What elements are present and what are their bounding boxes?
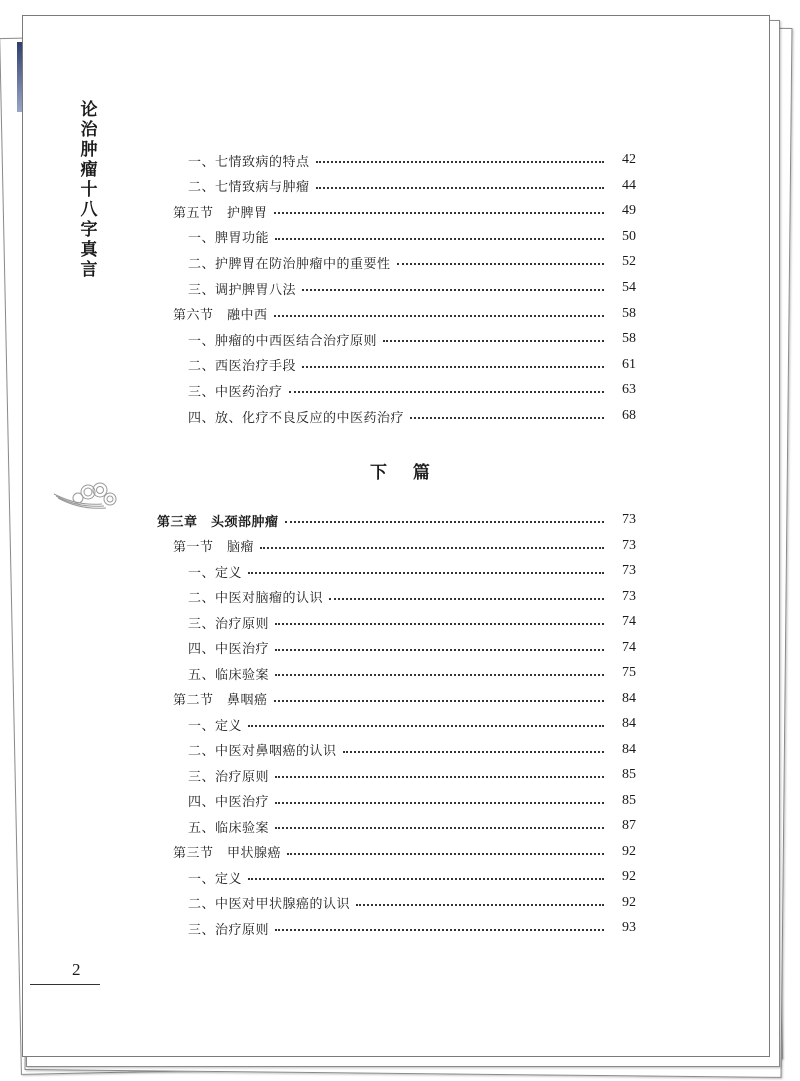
toc-entry-item[interactable] [188, 379, 636, 401]
toc-entry-section[interactable] [173, 688, 636, 710]
dot-leader [275, 623, 604, 625]
dot-leader [248, 572, 604, 574]
toc-entry-title: 三、治疗原则 [188, 613, 275, 632]
toc-entry-page: 84 [622, 741, 636, 757]
dot-leader [316, 161, 604, 163]
toc-entry-title: 二、西医治疗手段 [188, 355, 302, 374]
toc-entry-page: 85 [622, 767, 636, 782]
toc-entry-title: 一、脾胃功能 [188, 227, 275, 246]
dot-leader [274, 212, 604, 214]
dot-leader [275, 827, 604, 829]
toc-entry-page: 68 [622, 408, 636, 423]
toc-entry-title: 三、治疗原则 [188, 919, 275, 938]
toc-entry-page: 92 [622, 869, 636, 884]
toc-entry-item[interactable] [188, 713, 636, 735]
toc-entry-item[interactable] [188, 251, 636, 273]
cloud-ornament-icon [52, 480, 122, 512]
toc-entry-item[interactable] [188, 739, 636, 761]
dot-leader [302, 289, 604, 291]
dot-leader [275, 649, 604, 651]
dot-leader [287, 853, 604, 855]
toc-entry-item[interactable] [188, 764, 636, 786]
dot-leader [383, 340, 604, 342]
toc-entry-item[interactable] [188, 405, 636, 427]
dot-leader [397, 263, 604, 265]
toc-entry-page: 73 [622, 588, 636, 604]
dot-leader [410, 417, 604, 419]
toc-entry-title: 五、临床验案 [188, 664, 275, 683]
toc-entry-page: 92 [622, 894, 636, 910]
dot-leader [316, 187, 604, 189]
toc-entry-page: 92 [622, 843, 636, 859]
toc-entry-section[interactable] [173, 303, 636, 325]
dot-leader [302, 366, 604, 368]
toc-entry-page: 73 [622, 537, 636, 553]
toc-entry-page: 87 [622, 818, 636, 833]
toc-entry-title: 一、定义 [188, 868, 248, 887]
toc-entry-title: 第一节 脑瘤 [173, 536, 260, 555]
toc-entry-title: 二、七情致病与肿瘤 [188, 176, 316, 195]
toc-entry-page: 42 [622, 152, 636, 167]
toc-entry-section[interactable] [173, 841, 636, 863]
toc-entry-page: 54 [622, 280, 636, 295]
toc-entry-title: 四、放、化疗不良反应的中医药治疗 [188, 407, 410, 426]
toc-entry-page: 85 [622, 792, 636, 808]
dot-leader [260, 547, 604, 549]
dot-leader [275, 238, 604, 240]
dot-leader [289, 391, 604, 393]
dot-leader [356, 904, 604, 906]
toc-entry-section[interactable] [173, 535, 636, 557]
toc-entry-page: 74 [622, 639, 636, 655]
running-title-vertical: 论治肿瘤十八字真言 [80, 100, 98, 280]
toc-entry-title: 第五节 护脾胃 [173, 202, 274, 221]
toc-entry-item[interactable] [188, 149, 636, 171]
toc-entry-title: 五、临床验案 [188, 817, 275, 836]
dot-leader [274, 315, 604, 317]
page-number: 2 [72, 960, 81, 979]
toc-entry-item[interactable] [188, 815, 636, 837]
toc-entry-page: 61 [622, 356, 636, 372]
toc-entry-title: 三、中医药治疗 [188, 381, 289, 400]
dot-leader [275, 802, 604, 804]
toc-entry-title: 二、中医对鼻咽癌的认识 [188, 740, 343, 759]
toc-entry-item[interactable] [188, 637, 636, 659]
toc-entry-title: 一、定义 [188, 562, 248, 581]
toc-entry-page: 84 [622, 690, 636, 706]
toc-entry-title: 二、中医对甲状腺癌的认识 [188, 893, 356, 912]
toc-entry-item[interactable] [188, 790, 636, 812]
toc-entry-section[interactable] [173, 200, 636, 222]
toc-entry-title: 第三节 甲状腺癌 [173, 842, 287, 861]
toc-entry-title: 四、中医治疗 [188, 791, 275, 810]
toc-entry-title: 一、七情致病的特点 [188, 151, 316, 170]
toc-entry-item[interactable] [188, 226, 636, 248]
part-heading: 下 篇 [370, 463, 440, 483]
toc-entry-page: 73 [622, 512, 636, 527]
toc-entry-title: 二、护脾胃在防治肿瘤中的重要性 [188, 253, 397, 272]
toc-entry-item[interactable] [188, 917, 636, 939]
dot-leader [275, 929, 604, 931]
toc-entry-title: 二、中医对脑瘤的认识 [188, 587, 329, 606]
toc-entry-page: 58 [622, 331, 636, 347]
dot-leader [274, 700, 604, 702]
dot-leader [329, 598, 604, 600]
toc-entry-item[interactable] [188, 277, 636, 299]
toc-entry-page: 84 [622, 716, 636, 731]
toc-entry-title: 第三章 头颈部肿瘤 [157, 511, 285, 530]
toc-entry-page: 49 [622, 203, 636, 219]
toc-entry-page: 44 [622, 177, 636, 193]
dot-leader [248, 725, 604, 727]
toc-entry-page: 74 [622, 614, 636, 629]
dot-leader [275, 776, 604, 778]
toc-entry-page: 93 [622, 920, 636, 935]
toc-entry-title: 三、调护脾胃八法 [188, 279, 302, 298]
toc-entry-item[interactable] [188, 328, 636, 350]
toc-entry-title: 一、肿瘤的中西医结合治疗原则 [188, 330, 383, 349]
dot-leader [285, 521, 604, 523]
page-number-rule [30, 984, 100, 985]
toc-entry-item[interactable] [188, 175, 636, 197]
toc-entry-title: 三、治疗原则 [188, 766, 275, 785]
toc-entry-page: 52 [622, 254, 636, 270]
toc-entry-title: 四、中医治疗 [188, 638, 275, 657]
toc-entry-page: 58 [622, 305, 636, 321]
dot-leader [343, 751, 604, 753]
toc-entry-item[interactable] [188, 560, 636, 582]
toc-entry-item[interactable] [188, 662, 636, 684]
dot-leader [248, 878, 604, 880]
toc-entry-title: 一、定义 [188, 715, 248, 734]
toc-entry-page: 75 [622, 665, 636, 680]
toc-entry-page: 63 [622, 382, 636, 398]
toc-entry-item[interactable] [188, 866, 636, 888]
dot-leader [275, 674, 604, 676]
toc-entry-item[interactable] [188, 354, 636, 376]
toc-entry-item[interactable] [188, 892, 636, 914]
toc-entry-page: 73 [622, 563, 636, 578]
toc-entry-title: 第六节 融中西 [173, 304, 274, 323]
toc-entry-item[interactable] [188, 611, 636, 633]
toc-entry-title: 第二节 鼻咽癌 [173, 689, 274, 708]
toc-entry-page: 50 [622, 228, 636, 244]
toc-entry-chapter[interactable] [157, 509, 636, 531]
toc-entry-item[interactable] [188, 586, 636, 608]
